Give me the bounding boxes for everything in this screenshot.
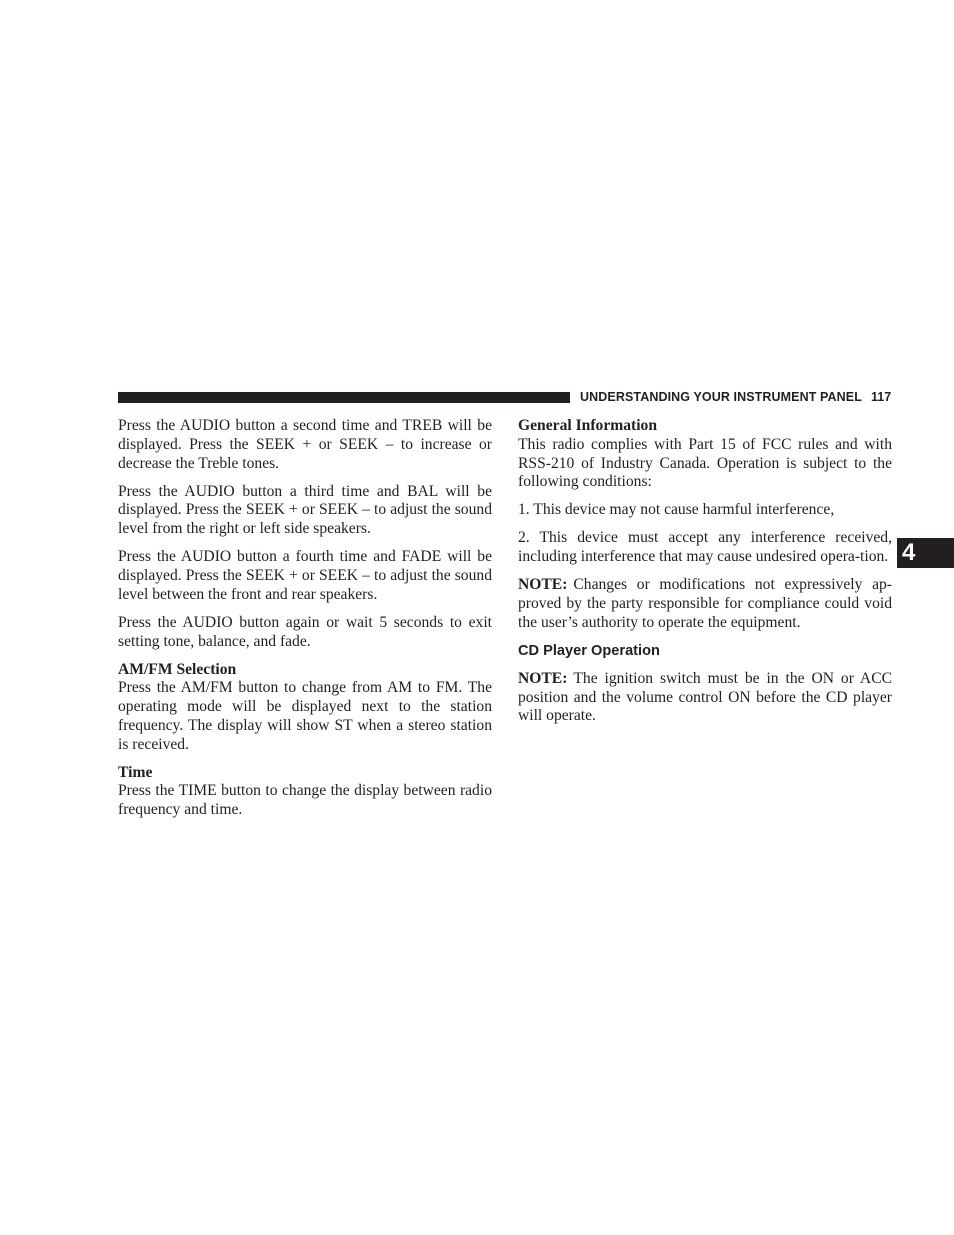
right-column bbox=[518, 417, 892, 735]
section-title: UNDERSTANDING YOUR INSTRUMENT PANEL bbox=[580, 390, 862, 404]
page-number: 117 bbox=[871, 390, 892, 404]
note-text: Changes or modifications not expressively ap-proved by the party responsible for compliance could void the user’s authority to operate the equipment. bbox=[518, 576, 892, 631]
note-modifications bbox=[518, 576, 892, 632]
paragraph-exit: Press the AUDIO button again or wait 5 seconds to exit setting tone, balance, and fade. bbox=[118, 613, 492, 650]
condition-1: 1. This device may not cause harmful interference, bbox=[518, 501, 835, 519]
heading-time: Time bbox=[118, 763, 153, 781]
heading-general-information: General Information bbox=[518, 417, 658, 434]
paragraph-general: This radio complies with Part 15 of FCC rules and with RSS-210 of Industry Canada. Operation is subject to the following conditions: bbox=[518, 435, 892, 491]
paragraph-fade: Press the AUDIO button a fourth time and FADE will be displayed. Press the SEEK + or SEEK – to adjust the sound level between the front and rear speakers. bbox=[118, 548, 492, 603]
heading-cd-player-operation: CD Player Operation bbox=[518, 642, 660, 659]
paragraph-treble: Press the AUDIO button a second time and TREB will be displayed. Press the SEEK + or SEEK – to increase or decrease the Treble tones. bbox=[118, 417, 492, 472]
note-text: The ignition switch must be in the ON or ACC position and the volume control ON before the CD player will operate. bbox=[518, 669, 892, 725]
chapter-tab: 4 bbox=[897, 538, 954, 568]
paragraph-balance: Press the AUDIO button a third time and BAL will be displayed. Press the SEEK + or SEEK – to adjust the sound level from the right or left side speakers. bbox=[118, 482, 492, 538]
paragraph-time: Press the TIME button to change the display between radio frequency and time. bbox=[118, 782, 492, 819]
note-label: NOTE: bbox=[518, 576, 568, 594]
heading-amfm-selection: AM/FM Selection bbox=[118, 660, 237, 678]
note-ignition bbox=[518, 670, 892, 726]
note-label: NOTE: bbox=[518, 669, 568, 687]
left-column bbox=[118, 417, 492, 829]
paragraph-amfm: Press the AM/FM button to change from AM to FM. The operating mode will be displayed next to the station frequency. The display will show ST when a stereo station is received. bbox=[118, 679, 492, 753]
header-rule bbox=[118, 392, 570, 403]
condition-2: 2. This device must accept any interference received, including interference that may cause undesired opera-tion. bbox=[518, 529, 892, 566]
